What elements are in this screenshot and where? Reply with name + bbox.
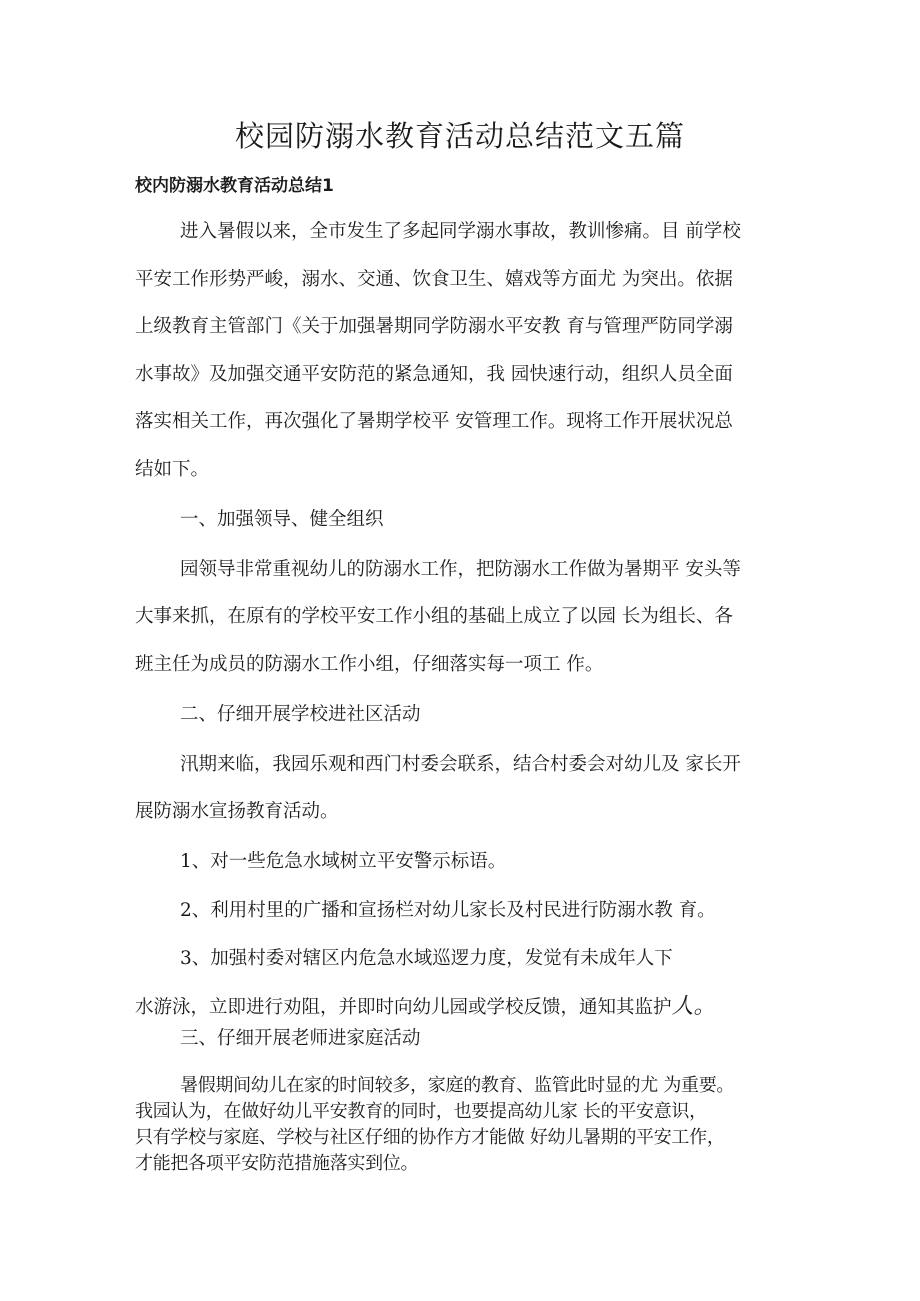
subsection-heading: 二、仔细开展学校进社区活动	[180, 704, 421, 725]
list-item: 3、加强村委对辖区内危急水域巡逻力度，发觉有未成年人下	[180, 948, 673, 969]
paragraph-line: 园领导非常重视幼儿的防溺水工作，把防溺水工作做为暑期平 安头等	[180, 559, 741, 580]
paragraph-line: 暑假期间幼儿在家的时间较多，家庭的教育、监管此时显的尤 为重要。	[180, 1075, 735, 1096]
list-item: 1、对一些危急水域树立平安警示标语。	[180, 851, 507, 872]
paragraph-line: 才能把各项平安防范措施落实到位。	[135, 1153, 419, 1174]
paragraph-line: 落实相关工作，再次强化了暑期学校平 安管理工作。现将工作开展状况总	[135, 411, 733, 432]
paragraph-line: 进入暑假以来，全市发生了多起同学溺水事故，教训惨痛。目 前学校	[180, 221, 741, 242]
subsection-heading: 一、加强领导、健全组织	[180, 509, 384, 530]
document-title: 校园防溺水教育活动总结范文五篇	[234, 119, 685, 153]
paragraph-line: 汛期来临，我园乐观和西门村委会联系，结合村委会对幼儿及 家长开	[180, 754, 741, 775]
paragraph-line	[135, 994, 790, 1021]
paragraph-line: 展防溺水宣扬教育活动。	[135, 801, 339, 822]
subsection-heading: 三、仔细开展老师进家庭活动	[180, 1028, 421, 1049]
handwritten-char: 人。	[671, 994, 716, 1019]
paragraph-line-text: 水游泳，立即进行劝阻，并即时向幼儿园或学校反馈，通知其监护	[135, 997, 672, 1018]
paragraph-line: 大事来抓，在原有的学校平安工作小组的基础上成立了以园 长为组长、各	[135, 606, 733, 627]
paragraph-line: 只有学校与家庭、学校与社区仔细的协作方才能做 好幼儿暑期的平安工作，	[135, 1127, 725, 1148]
section-heading: 校内防溺水教育活动总结1	[135, 176, 334, 196]
paragraph-line: 我园认为，在做好幼儿平安教育的同时，也要提高幼儿家 长的平安意识，	[135, 1101, 707, 1122]
list-item: 2、利用村里的广播和宣扬栏对幼儿家长及村民进行防溺水教 育。	[180, 900, 716, 921]
paragraph-line: 水事故》及加强交通平安防范的紧急通知，我 园快速行动，组织人员全面	[135, 364, 733, 385]
paragraph-line: 结如下。	[135, 459, 210, 480]
paragraph-line: 班主任为成员的防溺水工作小组，仔细落实每一项工 作。	[135, 654, 604, 675]
paragraph-line: 上级教育主管部门《关于加强暑期同学防溺水平安教 育与管理严防同学溺	[135, 316, 733, 337]
paragraph-line: 平安工作形势严峻，溺水、交通、饮食卫生、嬉戏等方面尤 为突出。依据	[135, 269, 733, 290]
